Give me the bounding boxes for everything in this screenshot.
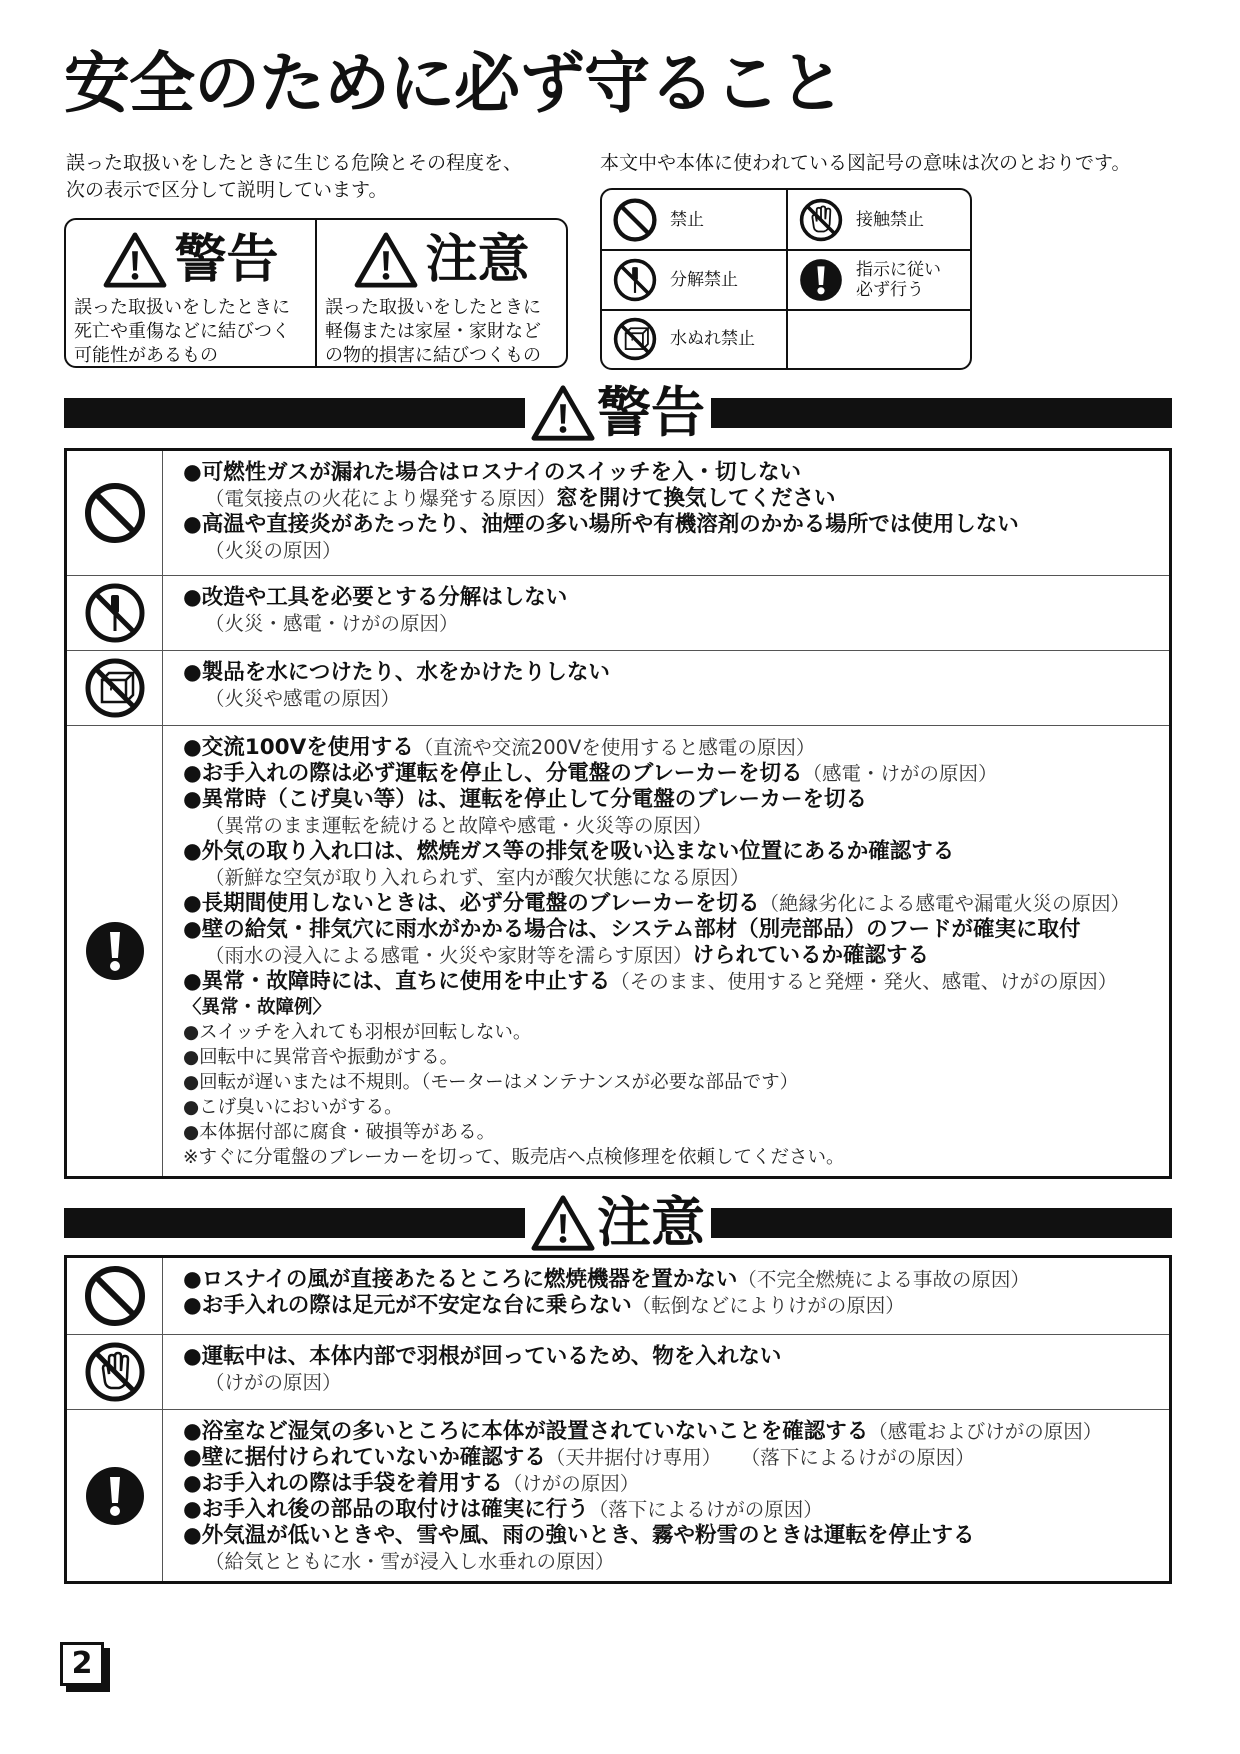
- instruction-line: [183, 1419, 1169, 1445]
- no-disassembly-icon: [612, 257, 658, 303]
- severity-warning: [66, 220, 315, 366]
- instruction-text: ●高温や直接炎があたったり、油煙の多い場所や有機溶剤のかかる場所では使用しない: [183, 512, 1019, 537]
- reason-text: （けがの原因）: [502, 1472, 640, 1495]
- reason-text: （転倒などによりけがの原因）: [631, 1294, 905, 1317]
- instruction-line: [183, 1445, 1169, 1471]
- prohibited-icon: [83, 1264, 147, 1328]
- instruction-line: [183, 1523, 1169, 1549]
- instruction-line: [183, 486, 1169, 512]
- prohibited-icon: [83, 481, 147, 545]
- instruction-text: ●改造や工具を必要とする分解はしない: [183, 585, 568, 610]
- instruction-text: ●ロスナイの風が直接あたるところに燃焼機器を置かない: [183, 1267, 738, 1292]
- caution-table: [64, 1255, 1172, 1584]
- caution-section-heading: [64, 1188, 1172, 1258]
- reason-text: （絶縁劣化による感電や漏電火災の原因）: [759, 892, 1130, 915]
- section-title: 警告: [597, 381, 705, 444]
- warning-section-heading: [64, 378, 1172, 448]
- instruction-line: [183, 813, 1169, 839]
- symbol-mandatory: [786, 249, 970, 308]
- reason-text: （けがの原因）: [205, 1371, 342, 1394]
- symbol-label: 分解禁止: [670, 269, 738, 290]
- section-title: 注意: [597, 1191, 705, 1254]
- instruction-line: [183, 1293, 1169, 1319]
- symbol-no-disassembly: [602, 249, 786, 308]
- instruction-text: ●お手入れの際は足元が不安定な台に乗らない: [183, 1293, 632, 1318]
- row-content: [163, 451, 1169, 575]
- row-content: [163, 726, 1169, 1176]
- instruction-text: 窓を開けて換気してください: [556, 486, 836, 511]
- row-icon-cell: [67, 1258, 163, 1334]
- no-touch-icon: [83, 1340, 147, 1404]
- row-icon-cell: [67, 1410, 163, 1581]
- warning-triangle-icon: [531, 384, 595, 442]
- instruction-text: ●製品を水につけたり、水をかけたりしない: [183, 660, 610, 685]
- warning-table: [64, 448, 1172, 1179]
- table-row: [67, 725, 1169, 1176]
- instruction-text: けられているか確認する: [692, 943, 930, 968]
- no-disassembly-icon: [83, 581, 147, 645]
- reason-text: （感電・けがの原因）: [802, 762, 998, 785]
- table-row: [67, 1334, 1169, 1409]
- reason-text: （電気接点の火花により爆発する原因）: [205, 487, 557, 510]
- severity-description: 誤った取扱いをしたときに 死亡や重傷などに結びつく 可能性があるもの: [74, 297, 290, 366]
- example-item: ※すぐに分電盤のブレーカーを切って、販売店へ点検修理を依頼してください。: [183, 1147, 845, 1168]
- caution-triangle-icon: [353, 232, 419, 288]
- instruction-text: ●浴室など湿気の多いところに本体が設置されていないことを確認する: [183, 1419, 869, 1444]
- symbol-label: 指示に従い必ず行う: [856, 259, 941, 300]
- instruction-text: ●お手入れの際は必ず運転を停止し、分電盤のブレーカーを切る: [183, 761, 803, 786]
- instruction-line: [183, 891, 1169, 917]
- row-icon-cell: [67, 726, 163, 1176]
- severity-caution: [315, 220, 566, 366]
- example-item: ●こげ臭いにおいがする。: [183, 1097, 403, 1118]
- instruction-text: ●異常・故障時には、直ちに使用を中止する: [183, 969, 611, 994]
- instruction-line: [183, 1471, 1169, 1497]
- reason-text: （火災の原因）: [205, 539, 342, 562]
- instruction-text: ●可燃性ガスが漏れた場合はロスナイのスイッチを入・切しない: [183, 460, 801, 485]
- row-content: [163, 576, 1169, 650]
- table-row: [67, 575, 1169, 650]
- row-content: [163, 1258, 1169, 1334]
- heading-bar: [711, 398, 1172, 428]
- row-content: [163, 1335, 1169, 1409]
- instruction-line: [183, 943, 1169, 969]
- example-item: ●スイッチを入れても羽根が回転しない。: [183, 1022, 532, 1043]
- severity-label: 注意: [425, 230, 530, 290]
- heading-bar: [64, 398, 525, 428]
- page-number: [60, 1642, 112, 1694]
- example-item: ●本体据付部に腐食・破損等がある。: [183, 1122, 496, 1143]
- no-touch-icon: [798, 197, 844, 243]
- example-item: ●回転中に異常音や振動がする。: [183, 1047, 459, 1068]
- table-row: [67, 451, 1169, 575]
- reason-text: （天井据付け専用） （落下によるけがの原因）: [545, 1446, 975, 1469]
- symbol-legend: [600, 188, 972, 370]
- reason-text: （不完全燃焼による事故の原因）: [737, 1268, 1030, 1291]
- mandatory-icon: [83, 919, 147, 983]
- heading-bar: [711, 1208, 1172, 1238]
- instruction-line: [183, 1344, 1169, 1370]
- instruction-line: [183, 1370, 1169, 1396]
- heading-bar: [64, 1208, 525, 1238]
- table-row: [67, 1258, 1169, 1334]
- instruction-text: ●長期間使用しないときは、必ず分電盤のブレーカーを切る: [183, 891, 760, 916]
- instruction-line: [183, 969, 1169, 995]
- instruction-text: ●外気の取り入れ口は、燃焼ガス等の排気を吸い込まない位置にあるか確認する: [183, 839, 955, 864]
- severity-label: 警告: [174, 230, 279, 290]
- instruction-text: ●運転中は、本体内部で羽根が回っているため、物を入れない: [183, 1344, 782, 1369]
- prohibited-icon: [612, 197, 658, 243]
- table-row: [67, 1409, 1169, 1581]
- instruction-text: ●お手入れ後の部品の取付けは確実に行う: [183, 1497, 589, 1522]
- reason-text: （給気とともに水・雪が浸入し水垂れの原因）: [205, 1550, 615, 1573]
- reason-text: （雨水の浸入による感電・火災や家財等を濡らす原因）: [205, 944, 693, 967]
- row-content: [163, 1410, 1169, 1581]
- reason-text: （直流や交流200Vを使用すると感電の原因）: [413, 736, 816, 759]
- intro-line: 次の表示で区分して説明しています。: [66, 179, 388, 201]
- instruction-line: [183, 538, 1169, 564]
- reason-text: （火災や感電の原因）: [205, 687, 401, 710]
- row-icon-cell: [67, 576, 163, 650]
- reason-text: （新鮮な空気が取り入れられず、室内が酸欠状態になる原因）: [205, 866, 750, 889]
- symbol-label: 禁止: [670, 209, 704, 230]
- no-water-icon: [83, 656, 147, 720]
- instruction-line: [183, 1549, 1169, 1575]
- examples-heading: 〈異常・故障例〉: [183, 997, 332, 1018]
- symbol-no-touch: [786, 190, 970, 249]
- instruction-line: [183, 839, 1169, 865]
- no-water-icon: [612, 316, 658, 362]
- instruction-line: [183, 761, 1169, 787]
- instruction-text: ●お手入れの際は手袋を着用する: [183, 1471, 503, 1496]
- instruction-line: [183, 611, 1169, 637]
- instruction-text: ●外気温が低いときや、雪や風、雨の強いとき、霧や粉雪のときは運転を停止する: [183, 1523, 975, 1548]
- reason-text: （そのまま、使用すると発煙・発火、感電、けがの原因）: [610, 970, 1118, 993]
- intro-severity-text: [66, 150, 586, 204]
- table-row: [67, 650, 1169, 725]
- instruction-text: ●異常時（こげ臭い等）は、運転を停止して分電盤のブレーカーを切る: [183, 787, 867, 812]
- intro-line: 誤った取扱いをしたときに生じる危険とその程度を、: [66, 152, 523, 174]
- row-icon-cell: [67, 451, 163, 575]
- instruction-text: ●交流100Vを使用する: [183, 735, 414, 760]
- symbol-empty-cell: [786, 309, 970, 368]
- instruction-line: [183, 585, 1169, 611]
- severity-legend: [64, 218, 568, 368]
- instruction-line: [183, 865, 1169, 891]
- symbol-label: 接触禁止: [856, 209, 924, 230]
- intro-symbol-text: 本文中や本体に使われている図記号の意味は次のとおりです。: [600, 152, 1131, 174]
- page-title: 安全のために必ず守ること: [64, 45, 844, 122]
- instruction-text: ●壁に据付けられていないか確認する: [183, 1445, 546, 1470]
- instruction-line: [183, 460, 1169, 486]
- row-content: [163, 651, 1169, 725]
- instruction-line: [183, 1267, 1169, 1293]
- reason-text: （異常のまま運転を続けると故障や感電・火災等の原因）: [205, 814, 713, 837]
- symbol-label: 水ぬれ禁止: [670, 329, 755, 350]
- reason-text: （落下によるけがの原因）: [588, 1498, 823, 1521]
- symbol-prohibited: [602, 190, 786, 249]
- reason-text: （感電およびけがの原因）: [868, 1420, 1103, 1443]
- mandatory-icon: [83, 1464, 147, 1528]
- instruction-line: [183, 1497, 1169, 1523]
- mandatory-icon: [798, 257, 844, 303]
- instruction-text: ●壁の給気・排気穴に雨水がかかる場合は、システム部材（別売部品）のフードが確実に取付: [183, 917, 1081, 942]
- severity-description: 誤った取扱いをしたときに 軽傷または家屋・家財など の物的損害に結びつくもの: [325, 297, 541, 366]
- warning-triangle-icon: [102, 232, 168, 288]
- instruction-line: [183, 735, 1169, 761]
- example-item: ●回転が遅いまたは不規則。（モーターはメンテナンスが必要な部品です）: [183, 1072, 799, 1093]
- symbol-no-water: [602, 309, 786, 368]
- reason-text: （火災・感電・けがの原因）: [205, 612, 459, 635]
- caution-triangle-icon: [531, 1194, 595, 1252]
- row-icon-cell: [67, 1335, 163, 1409]
- instruction-line: [183, 787, 1169, 813]
- row-icon-cell: [67, 651, 163, 725]
- instruction-line: [183, 512, 1169, 538]
- instruction-line: [183, 660, 1169, 686]
- instruction-line: [183, 686, 1169, 712]
- instruction-line: [183, 917, 1169, 943]
- page-number-label: 2: [60, 1642, 104, 1686]
